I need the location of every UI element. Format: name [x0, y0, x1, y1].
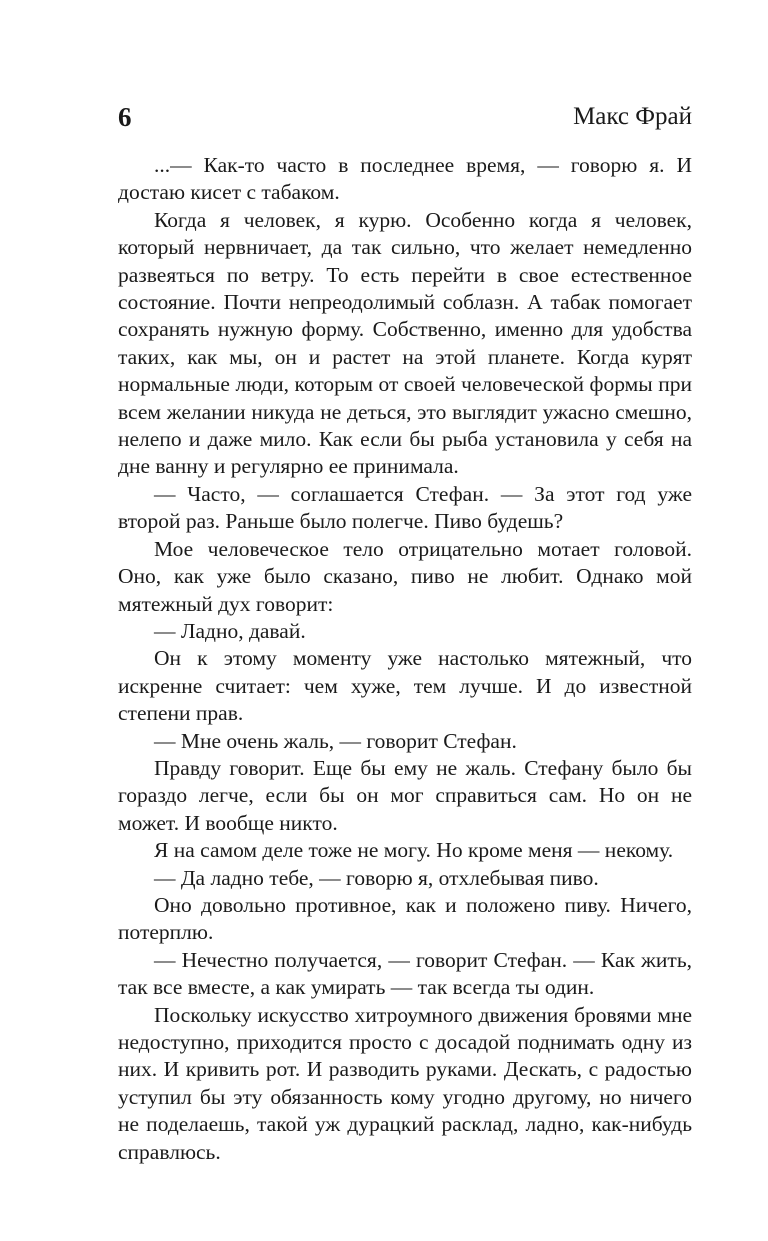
paragraph: Когда я человек, я курю. Особенно когда я человек, который нервничает, да так сильно, что желает немедленно развеяться по ветру. То есть перейти в свое естественное состояние. Почти непреодолимый соблазн. А табак помогает сохранять нужную форму. Собственно, именно для удобства таких, как мы, он и растет на этой планете. Когда курят нормальные люди, которым от своей человеческой формы при всем желании никуда не деться, это выглядит ужасно смешно, нелепо и даже мило. Как если бы рыба установила у себя на дне ванну и регулярно ее принимала. [118, 207, 692, 479]
paragraph: Поскольку искусство хитроумного движения бровями мне недоступно, приходится просто с досадой поднимать одну из них. И кривить рот. И разводить руками. Дескать, с радостью уступил бы эту обязанность кому угодно другому, но ничего не поделаешь, такой уж дурацкий расклад, ладно, как-нибудь справлюсь. [118, 1002, 692, 1164]
running-head [118, 100, 692, 140]
paragraph: Он к этому моменту уже настолько мятежный, что искренне считает: чем хуже, тем лучше. И до известной степени прав. [118, 646, 692, 726]
body-text [118, 152, 692, 1166]
paragraph: Я на самом деле тоже не могу. Но кроме меня — некому. [154, 838, 674, 863]
book-page [118, 100, 692, 1166]
paragraph: — Часто, — соглашается Стефан. — За этот год уже второй раз. Раньше было полегче. Пиво будешь? [118, 481, 692, 534]
paragraph: Оно довольно противное, как и положено пиву. Ничего, потерплю. [118, 892, 692, 945]
paragraph: — Нечестно получается, — говорит Стефан. — Как жить, так все вместе, а как умирать — так всегда ты один. [118, 947, 692, 1000]
paragraph: — Ладно, давай. [154, 618, 306, 643]
author-name: Макс Фрай [573, 103, 692, 130]
paragraph: ...— Как-то часто в последнее время, — говорю я. И достаю кисет с табаком. [118, 153, 692, 205]
paragraph: Мое человеческое тело отрицательно мотает головой. Оно, как уже было сказано, пиво не любит. Однако мой мятежный дух говорит: [118, 536, 692, 616]
page-number: 6 [118, 102, 132, 132]
paragraph: Правду говорит. Еще бы ему не жаль. Стефану было бы гораздо легче, если бы он мог справиться сам. Но он не может. И вообще никто. [118, 755, 692, 835]
paragraph: — Да ладно тебе, — говорю я, отхлебывая пиво. [154, 865, 599, 890]
paragraph: — Мне очень жаль, — говорит Стефан. [154, 728, 517, 753]
